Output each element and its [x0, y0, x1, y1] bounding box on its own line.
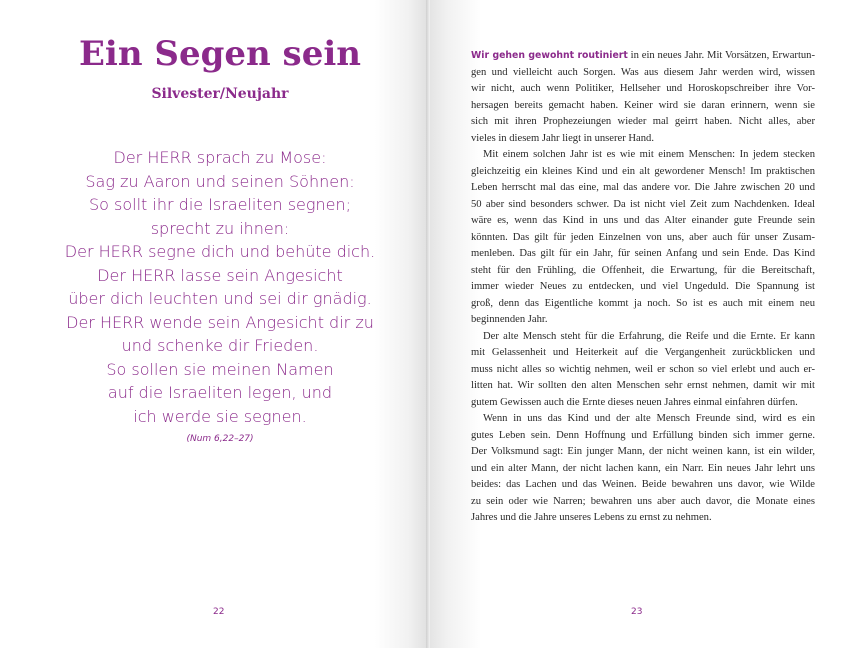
poem-line: So sollen sie meinen Namen [106, 359, 334, 379]
body-line: Der alte Mensch steht für die Erfahrung, die Reife und die Ernte. Er kann [483, 330, 815, 342]
poem-line: auf die Israeliten legen, und [107, 383, 333, 402]
body-line: groß, denn das Eigentliche kommt ja noch. So ist es auch mit einem neu [471, 297, 815, 309]
body-line: hersagen bereits gemacht haben. Keiner wird sie daran erinnern, wenn sie [471, 99, 815, 111]
poem-line: ich werde sie segnen. [133, 406, 307, 426]
body-line: sich mit ihren Prophezeiungen wieder mal geirrt haben. Nicht alles, aber [471, 116, 815, 127]
poem-line: Der HERR wende sein Angesicht dir zu [66, 312, 374, 332]
body-line [471, 48, 815, 65]
body-line: gutem Gewissen auch die Ernte dieses neuen Jahres einmal einfahren dürfen. [471, 396, 798, 408]
body-line: Leben herrscht mal das eine, mal das andere vor. Die Jahre zwischen 20 und [471, 182, 815, 193]
body-line: beides: das Lachen und das Weinen. Beide bewahren uns davor, wie Wilde [471, 479, 815, 490]
page-number-right: 23 [631, 607, 643, 617]
body-line: vieles in diesem Jahr liegt in unserer Hand. [471, 132, 654, 144]
page-number-left: 22 [213, 607, 225, 617]
first-line-text: in ein neues Jahr. Mit Vorsätzen, Erwartun- [627, 50, 816, 61]
body-text [471, 48, 815, 527]
body-line: beginnenden Jahr. [471, 314, 548, 325]
body-line: und ein alter Mann, der nicht lachen kann, ein Narr. Ein neues Jahr lehrt uns [471, 462, 815, 474]
body-line: Jahres und die Jahre unseres Lebens zu ernst zu nehmen. [471, 512, 712, 523]
right-page [430, 0, 856, 648]
page-subtitle: Silvester/Neujahr [151, 86, 289, 102]
page-title: Ein Segen sein [79, 34, 361, 74]
body-line: zu sein oder wie Narren; bewahren uns aber auch davor, die Monate eines [471, 495, 815, 507]
body-line: menleben. Das gilt für ein Jahr, für seinen Anfang und sein Ende. Das Kind [471, 248, 815, 259]
body-line: gutes Leben sein. Denn Hoffnung und Erfüllung binden sich immer gerne. [471, 429, 815, 441]
body-line: immer wieder Neues zu entdecken, und viel Ungeduld. Die Spannung ist [471, 281, 815, 292]
poem-line: Der HERR segne dich und behüte dich. [64, 242, 376, 261]
body-line: könnten. Das gilt für jeden Einzelnen von uns, aber auch für unser Zusam- [471, 231, 815, 243]
body-line: gleichzeitig ein kleines Kind und ein alt gewordener Mensch! Im praktischen [471, 165, 815, 177]
body-line: wir nicht, auch wenn Politiker, Hellseher und Horoskopschreiber ihre Vor- [471, 83, 815, 94]
poem-line: Sag zu Aaron und seinen Söhnen: [85, 171, 355, 191]
body-line: litten hat. Wir sollten den alten Menschen sehr ernst nehmen, damit wir mit [471, 380, 815, 391]
poem-line: und schenke dir Frieden. [121, 336, 319, 355]
body-line: steht für den Frühling, die Offenheit, die Erwartung, für die Bereitschaft, [471, 264, 815, 276]
body-line: 50 aber sind besonders schwer. Da ist nicht viel Zeit zum Nachdenken. Ideal [471, 198, 815, 210]
body-line: gen und vielleicht auch Sorgen. Was aus diesem Jahr werden wird, wissen [471, 66, 815, 78]
body-line: wäre es, wenn das Kind in uns und das Alter einander gute Freunde sein [471, 215, 815, 226]
scripture-reference: (Num 6,22–27) [186, 434, 254, 444]
poem-line: So sollt ihr die Israeliten segnen; [89, 195, 351, 214]
poem-line: Der HERR lasse sein Angesicht [97, 265, 343, 285]
poem-line: sprecht zu ihnen: [150, 218, 290, 238]
body-line: muss nicht alles so wichtig nehmen, weil er schon so viel erlebt und auch er- [471, 363, 815, 375]
poem-line: über dich leuchten und sei dir gnädig. [68, 289, 372, 308]
poem-line: Der HERR sprach zu Mose: [113, 148, 327, 167]
blessing-poem [0, 146, 426, 428]
lead-in-text: Wir gehen gewohnt routiniert [471, 50, 628, 61]
body-line: mit Gelassenheit und Heiterkeit auf die Vergangenheit zurückblicken und [471, 347, 815, 358]
body-line: Wenn in uns das Kind und der alte Mensch Freunde sind, wird es ein [483, 413, 815, 424]
left-page [0, 0, 426, 648]
body-line: Der Volksmund sagt: Ein junger Mann, der nicht weinen kann, ist ein wilder, [471, 446, 815, 457]
body-line: Mit einem solchen Jahr ist es wie mit einem Menschen: In jedem stecken [483, 149, 815, 160]
